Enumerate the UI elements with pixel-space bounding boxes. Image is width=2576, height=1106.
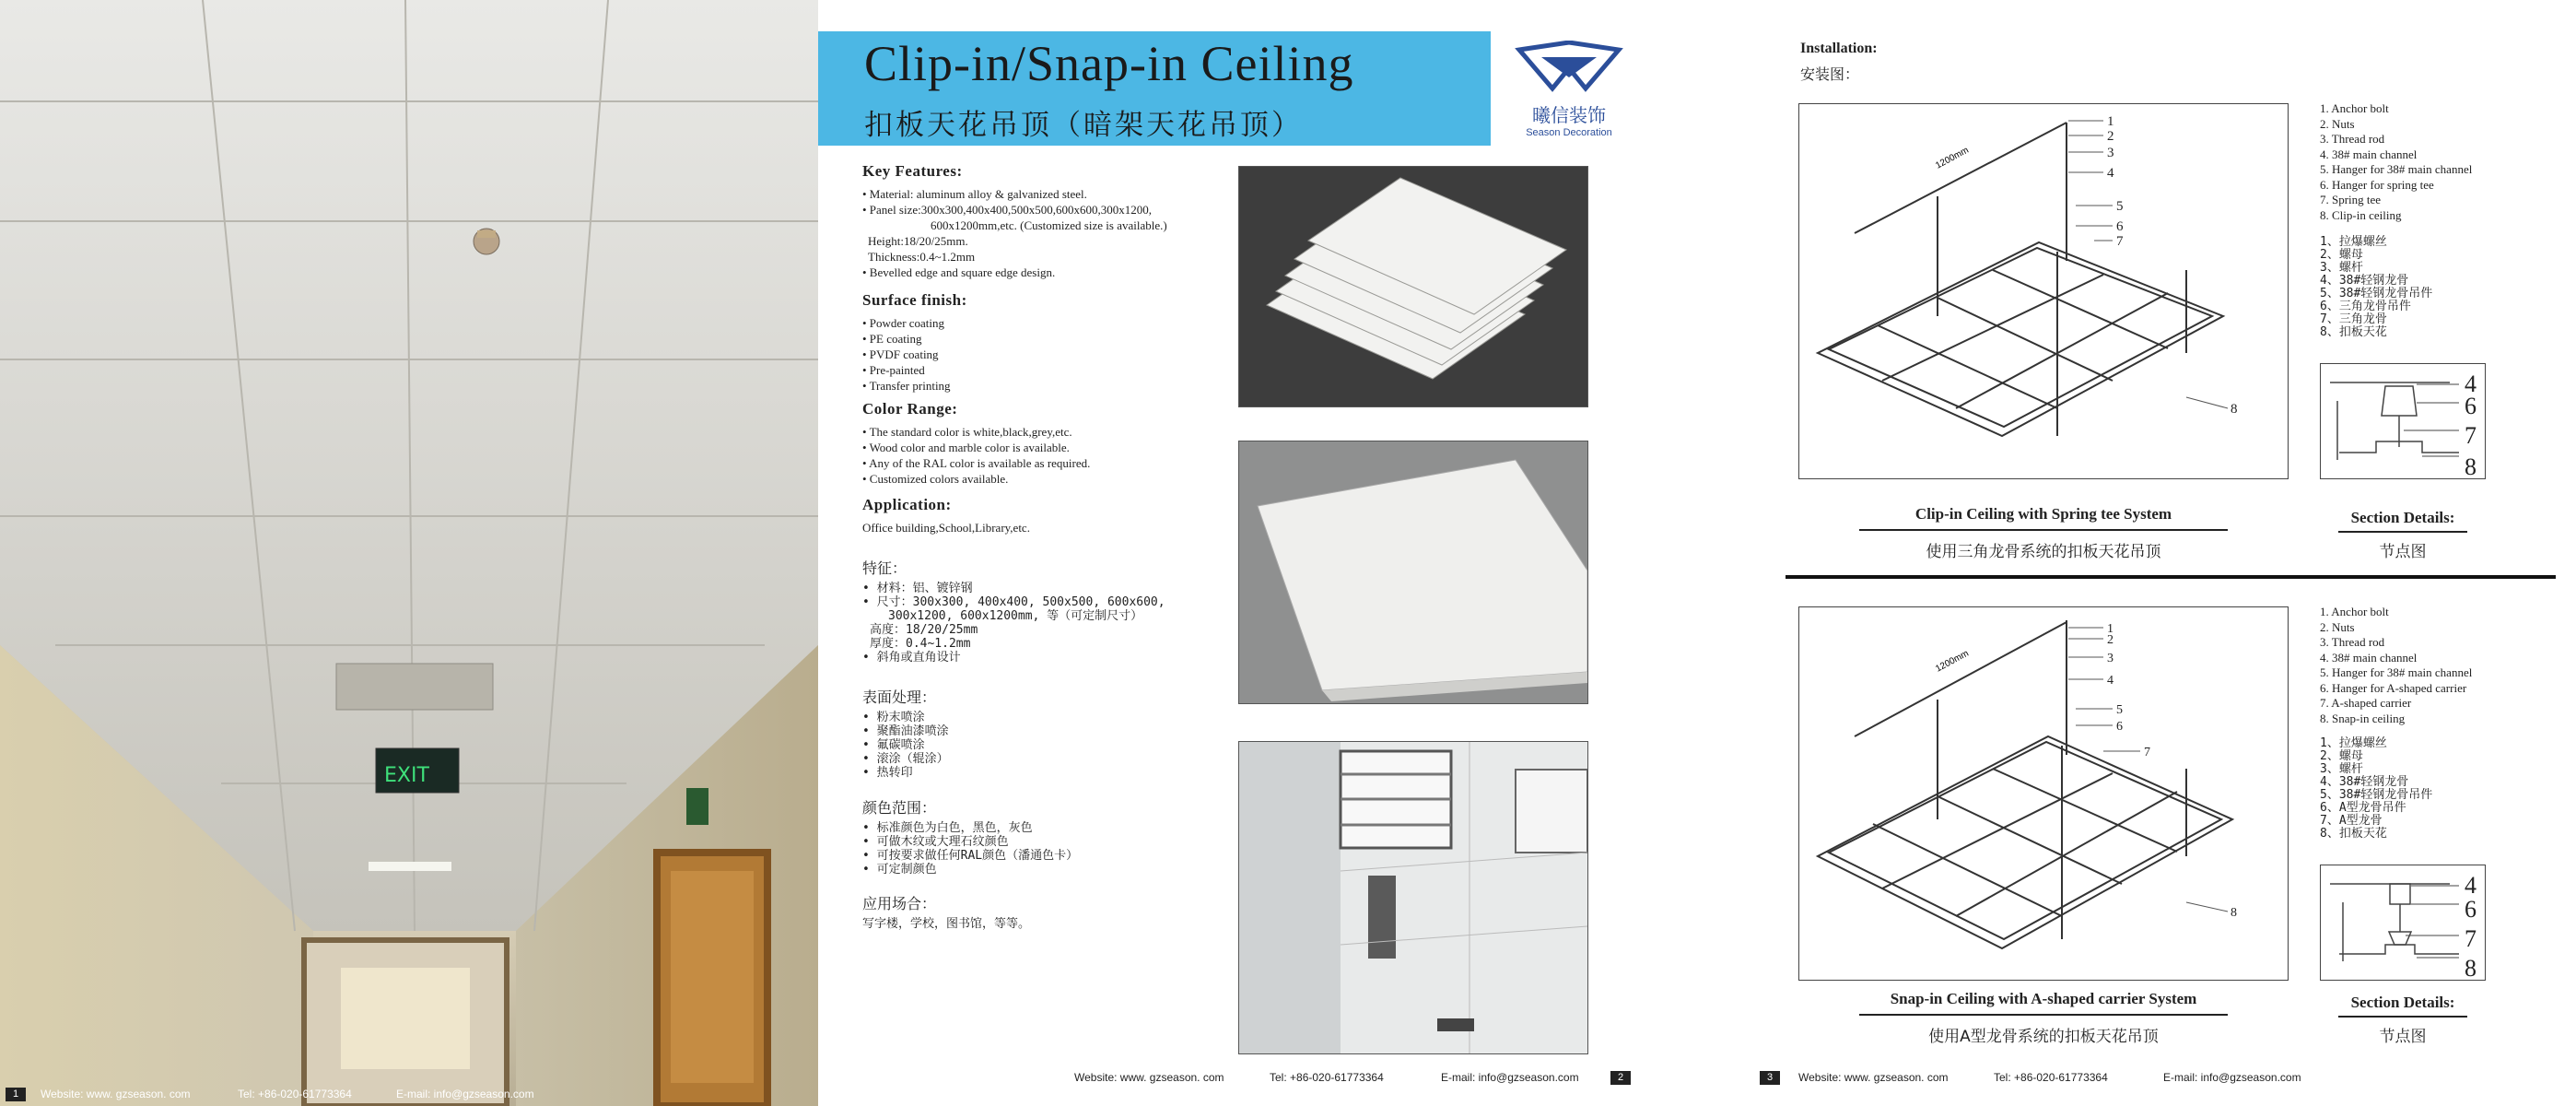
corridor-photo <box>0 0 818 1106</box>
key-features-heading: Key Features: <box>862 162 963 180</box>
callout-1: 1 <box>2107 114 2114 129</box>
callout-4: 4 <box>2107 166 2114 181</box>
callout-3: 3 <box>2107 146 2114 160</box>
list-item: • PE coating <box>862 332 922 346</box>
legend-item: 7. A-shaped carrier <box>2320 696 2412 710</box>
legend-item: 4. 38# main channel <box>2320 650 2418 665</box>
color-range-section <box>862 400 1249 487</box>
cn-surface-heading: 表面处理： <box>862 688 937 706</box>
section-title-1-cn: 节点图 <box>2379 543 2427 561</box>
list-item: • Bevelled edge and square edge design. <box>862 265 1056 279</box>
list-item: • Wood color and marble color is available. <box>862 441 1070 454</box>
legend-1-cn <box>2320 236 2432 339</box>
logo-text-cn: 曦信装饰 <box>1532 104 1606 126</box>
list-item: • 可做木纹或大理石纹颜色 <box>862 835 1009 849</box>
list-item: • 标准颜色为白色，黑色，灰色 <box>862 821 1033 835</box>
diagram-spring-tee <box>1798 103 2289 479</box>
page-title: Clip-in/Snap-in Ceiling <box>864 36 1354 91</box>
list-item: • 热转印 <box>862 766 913 780</box>
website-text: Website: www. gzseason. com <box>41 1088 191 1100</box>
email-text: E-mail: info@gzseason.com <box>1441 1071 1579 1084</box>
callout-4: 4 <box>2107 674 2113 688</box>
list-item: • 材料：铝、镀锌钢 <box>862 582 973 595</box>
list-item: • The standard color is white,black,grey,etc. <box>862 425 1072 439</box>
list-item: • Material: aluminum alloy & galvanized steel. <box>862 187 1087 201</box>
legend-item: 8、扣板天花 <box>2320 827 2387 841</box>
list-item: • 斜角或直角设计 <box>862 651 961 665</box>
list-item: • 氟碳喷涂 <box>862 738 925 752</box>
list-item: 高度：18/20/25mm <box>870 623 978 637</box>
callout-1: 1 <box>2107 622 2113 636</box>
list-item: • PVDF coating <box>862 347 939 361</box>
logo-text-en: Season Decoration <box>1526 127 1612 138</box>
legend-item: 1. Anchor bolt <box>2320 605 2389 618</box>
section-num: 6 <box>2465 393 2476 419</box>
page-number: 2 <box>1610 1071 1631 1085</box>
legend-2-cn <box>2320 737 2432 841</box>
legend-item: 5、38#轻钢龙骨吊件 <box>2320 287 2433 300</box>
caption-1-cn: 使用三角龙骨系统的扣板天花吊顶 <box>1926 543 2161 561</box>
legend-item: 6. Hanger for spring tee <box>2320 177 2434 192</box>
legend-item: 5. Hanger for 38# main channel <box>2320 665 2473 679</box>
page-gap <box>1636 0 1758 1106</box>
callout-7: 7 <box>2144 746 2150 759</box>
legend-item: 2. Nuts <box>2320 619 2355 634</box>
caption-1-en: Clip-in Ceiling with Spring tee System <box>1914 505 2172 523</box>
callout-6: 6 <box>2116 219 2124 234</box>
section-divider <box>1786 575 2556 579</box>
cn-surface-section <box>862 686 1249 780</box>
callout-5: 5 <box>2116 199 2124 214</box>
cn-features-section <box>862 557 1249 665</box>
legend-item: 3、螺杆 <box>2320 261 2363 275</box>
legend-item: 6. Hanger for A-shaped carrier <box>2320 680 2467 695</box>
section-title-2-cn: 节点图 <box>2379 1028 2427 1046</box>
divider <box>1859 529 2228 531</box>
divider <box>1859 1014 2228 1016</box>
color-range-heading: Color Range: <box>862 400 958 418</box>
legend-2-en <box>2320 605 2472 726</box>
page-1-photo <box>0 0 818 1106</box>
list-item: • Pre-painted <box>862 363 925 377</box>
legend-item: 4、38#轻钢龙骨 <box>2320 775 2409 789</box>
cn-application-heading: 应用场合： <box>862 895 937 912</box>
list-item: • Panel size:300x300,400x400,500x500,600x600,300x1200, <box>862 203 1153 217</box>
callout-8: 8 <box>2231 402 2238 417</box>
logo-icon <box>1514 41 1624 92</box>
exit-sign: EXIT <box>384 764 429 787</box>
list-item: Height:18/20/25mm. <box>868 234 968 248</box>
photo-single-panel <box>1238 441 1588 704</box>
section-num: 7 <box>2465 925 2476 952</box>
section-title-2: Section Details: <box>2350 994 2455 1011</box>
legend-item: 8. Snap-in ceiling <box>2320 711 2406 725</box>
callout-8: 8 <box>2231 906 2237 920</box>
email-text: E-mail: info@gzseason.com <box>396 1088 534 1100</box>
list-item: • 滚涂（辊涂） <box>862 752 949 766</box>
list-item: • Powder coating <box>862 316 945 330</box>
list-item: 300x1200, 600x1200mm, 等（可定制尺寸） <box>888 609 1143 623</box>
application-heading: Application: <box>862 496 952 513</box>
page-1-footer <box>0 1080 818 1106</box>
legend-item: 7、A型龙骨 <box>2320 814 2383 828</box>
list-item: • 可定制颜色 <box>862 863 937 877</box>
email-text: E-mail: info@gzseason.com <box>2163 1071 2301 1084</box>
key-features-section <box>862 162 1249 280</box>
divider <box>2338 1016 2467 1018</box>
section-num: 7 <box>2465 422 2476 449</box>
cn-features-heading: 特征： <box>862 559 907 577</box>
website-text: Website: www. gzseason. com <box>1798 1071 1949 1084</box>
list-item: • 尺寸：300x300, 400x400, 500x500, 600x600, <box>862 595 1165 609</box>
list-item: 厚度：0.4~1.2mm <box>870 637 971 651</box>
caption-2-en: Snap-in Ceiling with A-shaped carrier System <box>1890 990 2197 1007</box>
legend-item: 3. Thread rod <box>2320 132 2385 146</box>
surface-finish-heading: Surface finish: <box>862 291 967 309</box>
page-number: 3 <box>1760 1071 1780 1085</box>
installation-heading: Installation: <box>1800 41 1878 56</box>
section-title-1: Section Details: <box>2350 509 2455 526</box>
section-num: 4 <box>2465 371 2476 397</box>
list-item: • Transfer printing <box>862 379 951 393</box>
brand-logo <box>1509 41 1629 142</box>
photo-stacked-panels <box>1238 166 1588 407</box>
diagram-a-shaped <box>1798 606 2289 981</box>
tel-text: Tel: +86-020-61773364 <box>1994 1071 2108 1084</box>
tel-text: Tel: +86-020-61773364 <box>238 1088 352 1100</box>
cn-color-heading: 颜色范围： <box>862 799 937 817</box>
cn-application-section <box>862 892 1249 931</box>
list-item: • Customized colors available. <box>862 472 1009 486</box>
callout-2: 2 <box>2107 633 2113 647</box>
legend-item: 2. Nuts <box>2320 116 2355 131</box>
legend-item: 4、38#轻钢龙骨 <box>2320 274 2409 288</box>
page-2-features <box>818 0 1636 1106</box>
dimension-label: 1200mm <box>1934 648 1971 675</box>
callout-3: 3 <box>2107 652 2113 665</box>
application-section <box>862 496 1249 535</box>
page-2-footer <box>818 1071 1636 1089</box>
tel-text: Tel: +86-020-61773364 <box>1270 1071 1384 1084</box>
list-item: 600x1200mm,etc. (Customized size is available.) <box>931 218 1167 232</box>
page-3-installation <box>1758 0 2576 1106</box>
callout-6: 6 <box>2116 720 2123 734</box>
legend-item: 3、螺杆 <box>2320 762 2363 776</box>
section-num: 6 <box>2465 896 2476 923</box>
legend-item: 7. Spring tee <box>2320 193 2382 206</box>
legend-item: 3. Thread rod <box>2320 635 2385 649</box>
legend-item: 6、A型龙骨吊件 <box>2320 801 2406 815</box>
section-num: 8 <box>2465 955 2476 980</box>
surface-finish-section <box>862 291 1249 394</box>
legend-item: 2、螺母 <box>2320 749 2363 763</box>
list-item: • 粉末喷涂 <box>862 711 925 724</box>
application-text: Office building,School,Library,etc. <box>862 521 1030 535</box>
legend-item: 1、拉爆螺丝 <box>2320 235 2387 249</box>
list-item: • 聚酯油漆喷涂 <box>862 724 949 738</box>
list-item: • 可按要求做任何RAL颜色（潘通色卡） <box>862 849 1079 863</box>
list-item: Thickness:0.4~1.2mm <box>868 250 976 264</box>
legend-item: 1、拉爆螺丝 <box>2320 736 2387 750</box>
callout-7: 7 <box>2116 234 2124 249</box>
legend-1-en <box>2320 101 2472 223</box>
page-title-cn: 扣板天花吊顶（暗架天花吊顶） <box>864 109 1303 142</box>
cn-application-text: 写字楼，学校，图书馆，等等。 <box>862 917 1031 931</box>
callout-5: 5 <box>2116 703 2123 717</box>
legend-item: 5、38#轻钢龙骨吊件 <box>2320 788 2433 802</box>
legend-item: 6、三角龙骨吊件 <box>2320 300 2411 313</box>
divider <box>2338 531 2467 533</box>
website-text: Website: www. gzseason. com <box>1074 1071 1224 1084</box>
section-num: 4 <box>2465 872 2476 899</box>
photo-office-ceiling <box>1238 741 1588 1054</box>
page-3-footer <box>1758 1071 2576 1089</box>
page-number: 1 <box>6 1088 26 1101</box>
dimension-label: 1200mm <box>1934 145 1971 171</box>
section-num: 8 <box>2465 453 2476 478</box>
list-item: • Any of the RAL color is available as required. <box>862 456 1091 470</box>
legend-item: 7、三角龙骨 <box>2320 312 2387 326</box>
legend-item: 8、扣板天花 <box>2320 325 2387 339</box>
cn-color-section <box>862 796 1249 877</box>
legend-item: 8. Clip-in ceiling <box>2320 207 2402 222</box>
section-detail-1 <box>2320 363 2486 479</box>
legend-item: 4. 38# main channel <box>2320 147 2418 161</box>
callout-2: 2 <box>2107 129 2114 144</box>
caption-2-cn: 使用A型龙骨系统的扣板天花吊顶 <box>1928 1028 2159 1046</box>
legend-item: 1. Anchor bolt <box>2320 101 2389 115</box>
legend-item: 5. Hanger for 38# main channel <box>2320 162 2473 176</box>
legend-item: 2、螺母 <box>2320 248 2363 262</box>
installation-heading-cn: 安装图： <box>1800 65 1860 83</box>
section-detail-2 <box>2320 865 2486 981</box>
